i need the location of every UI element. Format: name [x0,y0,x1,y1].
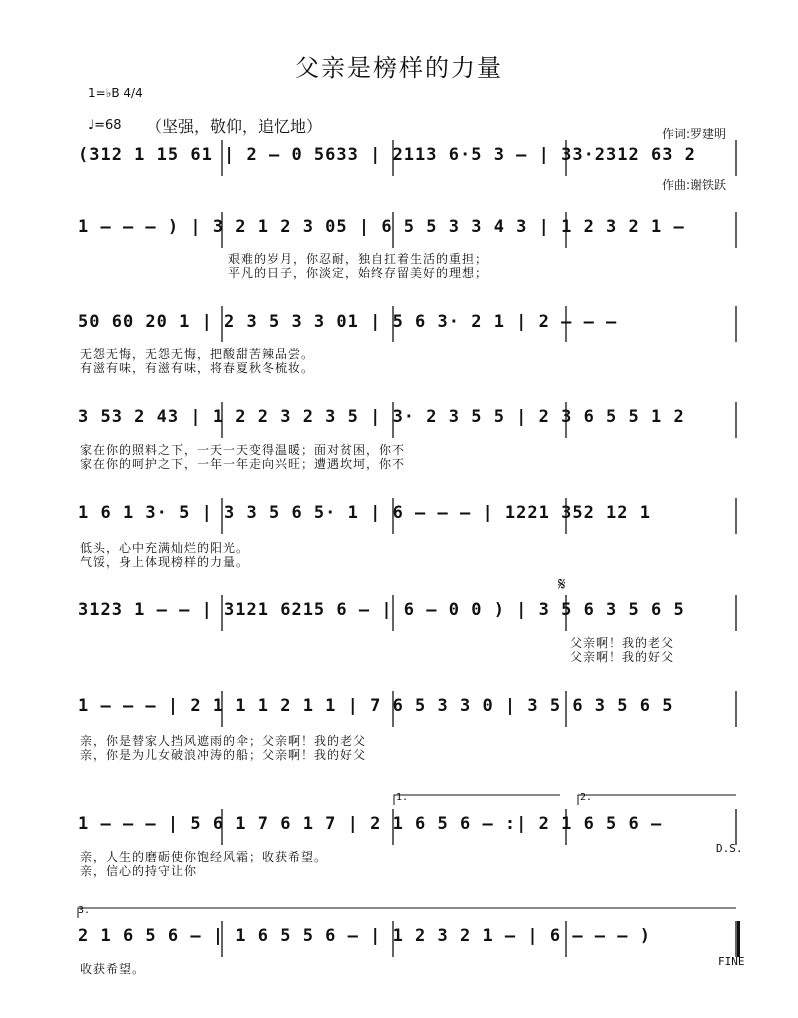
notation-line-2: 1 – – – ) | 3 2 1 2 3 05 | 6 5 5 3 3 4 3 | 1 2 3 2 1 – [78,217,685,237]
lyrics-line-8a: 亲，人生的磨砺使你饱经风霜；收获希望。 [80,850,328,864]
lyrics-line-2b: 平凡的日子，你淡定，始终存留美好的理想； [228,266,489,280]
lyrics-line-4b: 家在你的呵护之下，一年一年走向兴旺；遭遇坎坷，你不 [80,457,406,471]
notation-line-4: 3 53 2 43 | 1 2 2 3 2 3 5 | 3· 2 3 5 5 | 2 3 6 5 5 1 2 [78,407,685,427]
notation-line-9: 2 1 6 5 6 – | 1 6 5 5 6 – | 1 2 3 2 1 – | 6 – – – ) [78,926,651,946]
ds-mark: D.S. [716,842,743,855]
volta-2: 2. [580,792,593,803]
notation-line-6: 3123 1 – – | 3121 6215 6 – | 6 – 0 0 ) | 3 5 6 3 5 6 5 [78,600,685,620]
notation-line-8: 1 – – – | 5 6 1 7 6 1 7 | 2 1 6 5 6 – :| 2 1 6 5 6 – [78,814,663,834]
lyrics-line-6b: 父亲啊！我的好父 [570,650,675,664]
tempo-marking: ♩=68 [88,118,122,133]
lyrics-line-7a: 亲，你是替家人挡风遮雨的伞；父亲啊！我的老父 [80,734,367,748]
fine-mark: FINE [718,955,745,968]
lyrics-line-3b: 有滋有味，有滋有味，将春夏秋冬梳妆。 [80,361,315,375]
lyrics-line-2a: 艰难的岁月，你忍耐，独自扛着生活的重担； [228,252,489,266]
segno-icon: 𝄋 [558,574,566,595]
volta-bracket [78,908,736,918]
lyrics-line-8b: 亲，信心的持守让你 [80,864,198,878]
final-barline [737,921,740,957]
notation-line-1: (312 1 15 61 | 2 – 0 5633 | 2113 6·5 3 – | 33·2312 63 2 [78,145,696,165]
composer-credit: 作曲:谢铁跃 [661,178,726,192]
lyrics-line-7b: 亲，你是为儿女破浪冲涛的船；父亲啊！我的好父 [80,748,367,762]
key-signature: 1=♭B 4/4 [88,86,143,100]
notation-line-3: 50 60 20 1 | 2 3 5 3 3 01 | 5 6 3· 2 1 | 2 – – – [78,312,618,332]
notation-line-5: 1 6 1 3· 5 | 3 3 5 6 5· 1 | 6 – – – | 1221 352 12 1 [78,503,651,523]
volta-3: 3. [78,905,91,916]
lyricist-credit: 作词:罗建明 [661,127,726,141]
volta-bracket [394,795,560,805]
lyrics-line-6a: 父亲啊！我的老父 [570,636,675,650]
expression-marking: （坚强，敬仰，追忆地） [146,117,323,136]
song-title: 父亲是榜样的力量 [295,54,503,82]
lyrics-line-9a: 收获希望。 [80,962,146,976]
lyrics-line-3a: 无怨无悔，无怨无悔，把酸甜苦辣品尝。 [80,347,315,361]
volta-bracket [578,795,736,805]
notation-line-7: 1 – – – | 2 1 1 1 2 1 1 | 7 6 5 3 3 0 | 3 5 6 3 5 6 5 [78,696,674,716]
volta-1: 1. [396,792,409,803]
lyrics-line-4a: 家在你的照料之下，一天一天变得温暖；面对贫困，你不 [80,443,406,457]
lyrics-line-5b: 气馁，身上体现榜样的力量。 [80,555,250,569]
lyrics-line-5a: 低头，心中充满灿烂的阳光。 [80,541,250,555]
